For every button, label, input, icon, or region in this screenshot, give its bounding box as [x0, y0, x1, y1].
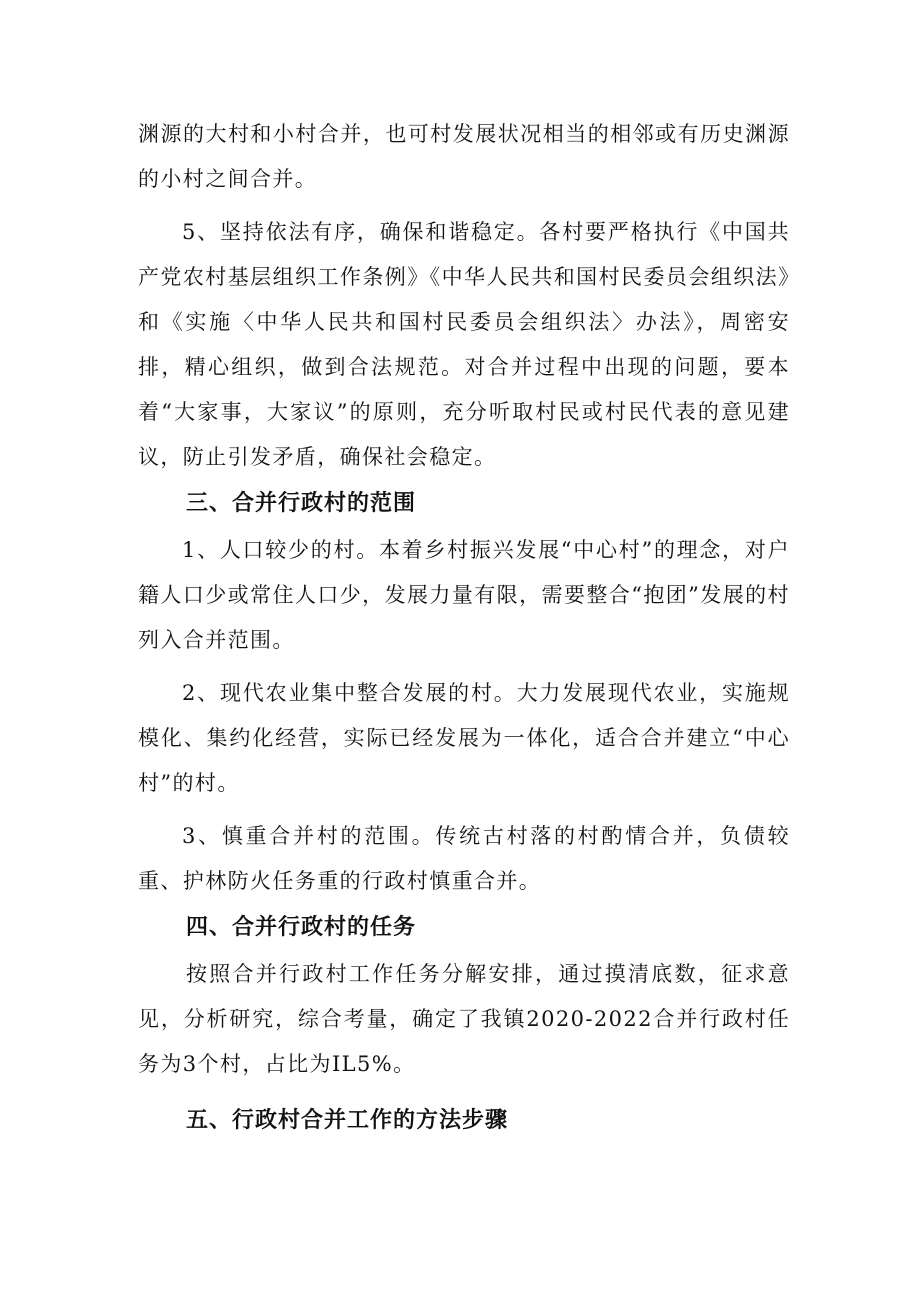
paragraph-item-5: 5、坚持依法有序，确保和谐稳定。各村要严格执行《中国共产党农村基层组织工作条例》《中华人民共和国村民委员会组织法》和《实施〈中华人民共和国村民委员会组织法〉办法》，周密安排，精心组织，做到合法规范。对合并过程中出现的问题，要本着“大家事，大家议”的原则，充分听取村民或村民代表的意见建议，防止引发矛盾，确保社会稳定。	[138, 220, 790, 469]
section-heading-4: 四、合并行政村的任务	[186, 915, 417, 940]
section-heading-5: 五、行政村合并工作的方法步骤	[186, 1108, 509, 1133]
document-body	[138, 112, 790, 1145]
paragraph-scope-2: 2、现代农业集中整合发展的村。大力发展现代农业，实施规模化、集约化经营，实际已经发展为一体化，适合合并建立“中心村”的村。	[138, 681, 790, 795]
section-heading-3: 三、合并行政村的范围	[186, 491, 417, 516]
paragraph-scope-3: 3、慎重合并村的范围。传统古村落的村酌情合并，负债较重、护林防火任务重的行政村慎重合并。	[138, 824, 790, 893]
paragraph-scope-1: 1、人口较少的村。本着乡村振兴发展“中心村”的理念，对户籍人口少或常住人口少，发展力量有限，需要整合“抱团”发展的村列入合并范围。	[138, 538, 790, 652]
paragraph-task: 按照合并行政村工作任务分解安排，通过摸清底数，征求意见，分析研究，综合考量，确定了我镇2020-2022合并行政村任务为3个村，占比为IL5%。	[138, 962, 790, 1076]
paragraph-continued: 渊源的大村和小村合并，也可村发展状况相当的相邻或有历史渊源的小村之间合并。	[138, 122, 790, 191]
